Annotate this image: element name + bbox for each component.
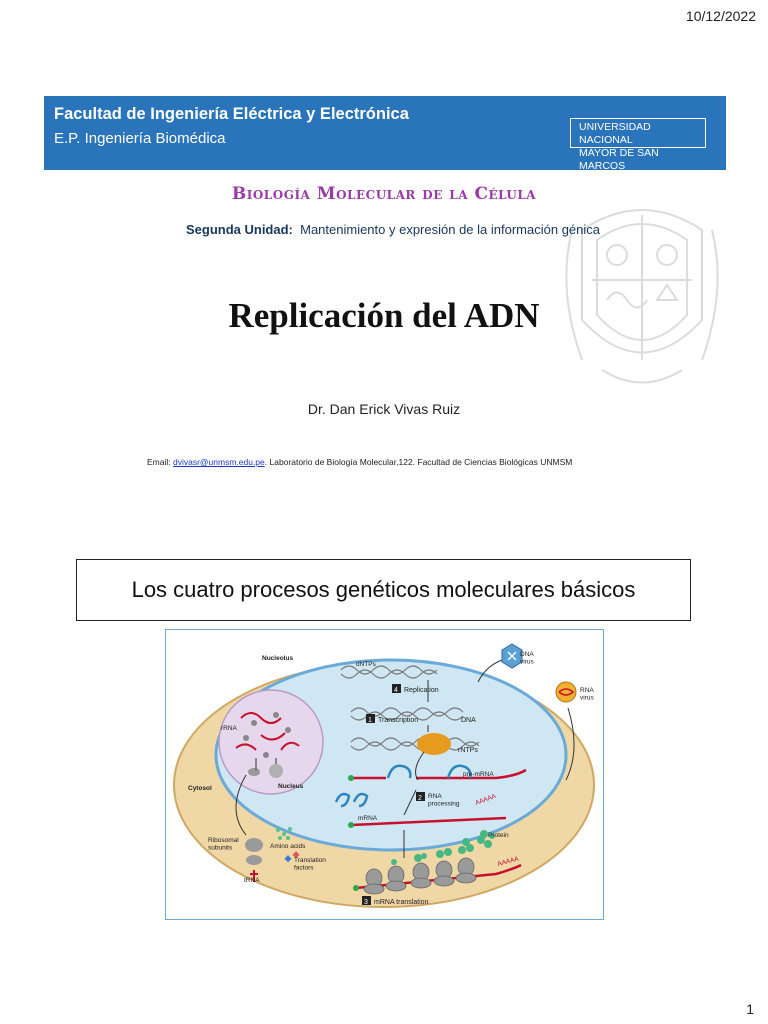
dna-virus-label: DNA virus — [520, 651, 534, 666]
university-line-1: UNIVERSIDAD NACIONAL — [579, 121, 651, 146]
mrna-label: mRNA — [358, 815, 378, 822]
step-4-number: 4 — [394, 687, 398, 694]
replication-label: Replication — [404, 687, 439, 694]
step-1-number: 1 — [368, 717, 372, 724]
rrna-label: rRNA — [221, 725, 237, 732]
author-name: Dr. Dan Erick Vivas Ruiz — [307, 401, 461, 417]
amino-acids-label: Amino acids — [270, 843, 306, 850]
email-link[interactable]: dvivasr@unmsm.edu.pe — [172, 457, 265, 467]
faculty-name: Facultad de Ingeniería Eléctrica y Electrónica — [54, 105, 409, 123]
dna-label: DNA — [461, 717, 476, 724]
contact-affiliation: . Laboratorio de Biología Molecular,122. Facultad de Ciencias Biológicas UNMSM — [264, 457, 573, 467]
nucleolus-label: Nucleolus — [262, 655, 294, 662]
section-title-box — [76, 559, 691, 621]
translation-factors-label: Translation factors — [294, 857, 326, 872]
university-logo-box — [570, 118, 706, 172]
slide-date: 10/12/2022 — [685, 8, 756, 24]
school-name: E.P. Ingeniería Biomédica — [54, 130, 226, 147]
step-3-number: 3 — [364, 899, 368, 906]
dntps-label: dNTPs — [356, 661, 376, 668]
header-banner — [44, 96, 726, 170]
page-number: 1 — [746, 1001, 754, 1017]
polya-translation-label: AAAAA — [496, 855, 520, 868]
dna-virus-icon — [502, 644, 522, 668]
ribosomal-subunit-large — [246, 855, 262, 865]
polya-label: AAAAA — [474, 792, 498, 807]
section-title: Los cuatro procesos genéticos moleculares básicos — [131, 577, 636, 602]
ribosomal-subunit-small — [245, 838, 263, 852]
rna-virus-label: RNA virus — [580, 687, 594, 702]
pre-mrna-label: pre-mRNA — [463, 771, 494, 778]
rna-processing-label: RNA processing — [428, 793, 460, 808]
step-2-number: 2 — [418, 795, 422, 802]
cell-diagram — [165, 629, 604, 920]
protein-label: Protein — [488, 832, 509, 839]
trna-label: tRNA — [244, 877, 260, 884]
email-prefix: Email: — [147, 457, 173, 467]
university-line-2: MAYOR DE SAN MARCOS — [579, 147, 659, 172]
unit-label: Segunda Unidad: — [185, 222, 293, 237]
rntps-label: rNTPs — [458, 747, 478, 754]
transcription-label: Transcription — [378, 717, 419, 724]
contact-line — [147, 457, 572, 467]
course-title: Biología Molecular de la Célula — [231, 184, 537, 204]
university-seal-watermark — [552, 170, 732, 400]
page-title: Replicación del ADN — [228, 296, 540, 335]
mrna-translation-label: mRNA translation — [374, 899, 429, 906]
rna-polymerase — [417, 733, 451, 755]
nucleolus-shape — [219, 690, 323, 794]
unit-text: Mantenimiento y expresión de la información génica — [300, 222, 600, 237]
rna-virus-icon — [556, 682, 576, 702]
nucleus-label: Nucleus — [278, 783, 304, 790]
ribosomal-subunits-label: Ribosomal subunits — [208, 837, 239, 852]
unit-line — [0, 222, 768, 237]
cytosol-label: Cytosol — [188, 785, 212, 792]
